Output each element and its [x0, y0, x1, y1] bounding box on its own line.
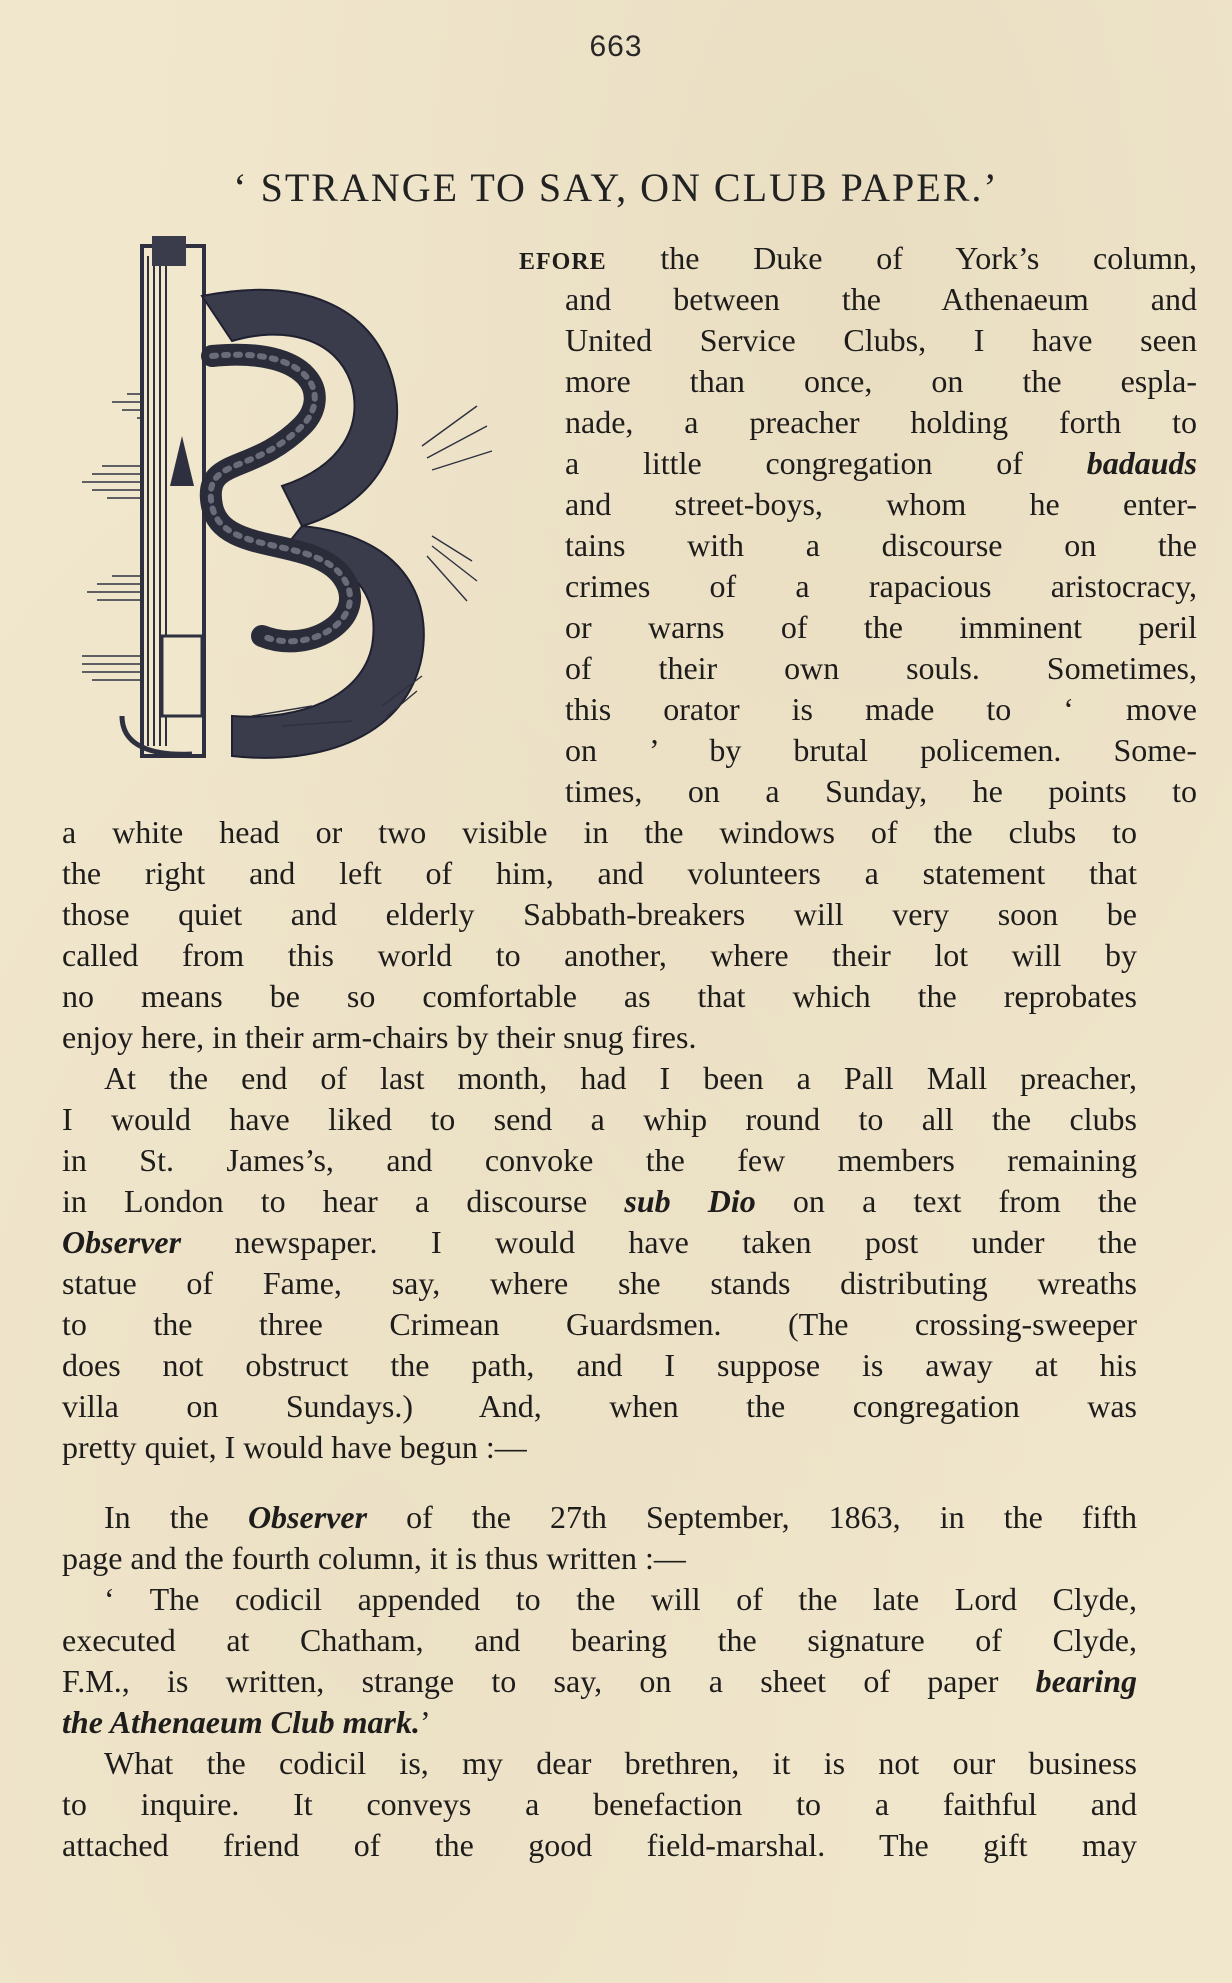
text-line [62, 1661, 1137, 1702]
text-line [62, 1702, 1137, 1743]
text-line: pretty quiet, I would have begun :— [62, 1429, 527, 1465]
text-line: nade, a preacher holding forth to [565, 404, 1197, 440]
text-line: What the codicil is, my dear brethren, it is not our business [104, 1745, 1137, 1781]
italic-text: badauds [1086, 445, 1197, 481]
italic-text: bearing [1035, 1663, 1137, 1699]
text-line [62, 1222, 1137, 1263]
text-line: on ’ by brutal policemen. Some- [565, 732, 1197, 768]
text-line: I would have liked to send a whip round to all the clubs [62, 1101, 1137, 1137]
text-line: no means be so comfortable as that which the reprobates [62, 978, 1137, 1014]
text-span: F.M., is written, strange to say, on a sheet of paper [62, 1663, 1036, 1699]
text-span: a little congregation of [565, 445, 1087, 481]
text-line: United Service Clubs, I have seen [565, 322, 1197, 358]
text-span: the Duke of York’s column, [606, 240, 1197, 276]
text-span: in London to hear a discourse [62, 1183, 625, 1219]
text-line: enjoy here, in their arm-chairs by their snug fires. [62, 1019, 697, 1055]
text-line: in St. James’s, and convoke the few members remaining [62, 1142, 1137, 1178]
text-line: executed at Chatham, and bearing the signature of Clyde, [62, 1622, 1137, 1658]
text-line: more than once, on the espla- [565, 363, 1197, 399]
text-line: of their own souls. Sometimes, [565, 650, 1197, 686]
text-line: or warns of the imminent peril [565, 609, 1197, 645]
text-line: to inquire. It conveys a benefaction to a faithful and [62, 1786, 1137, 1822]
italic-text: the Athenaeum Club mark. [62, 1704, 420, 1740]
text-line: this orator is made to ‘ move [565, 691, 1197, 727]
page-number: 663 [589, 30, 643, 63]
text-line: statue of Fame, say, where she stands distributing wreaths [62, 1265, 1137, 1301]
text-span: of the 27th September, 1863, in the fifth [367, 1499, 1138, 1535]
chapter-title: ‘ STRANGE TO SAY, ON CLUB PAPER.’ [233, 165, 999, 210]
text-line [62, 1497, 1137, 1538]
italic-text: Observer [247, 1499, 368, 1535]
text-line: attached friend of the good field-marshal. The gift may [62, 1827, 1137, 1863]
text-span: In the [104, 1499, 248, 1535]
text-line: does not obstruct the path, and I suppose is away at his [62, 1347, 1137, 1383]
text-line: At the end of last month, had I been a Pall Mall preacher, [104, 1060, 1137, 1096]
text-line: times, on a Sunday, he points to [565, 773, 1197, 809]
text-line: tains with a discourse on the [565, 527, 1197, 563]
text-line: and street-boys, whom he enter- [565, 486, 1197, 522]
text-line: villa on Sundays.) And, when the congregation was [62, 1388, 1137, 1424]
italic-text: Observer [62, 1224, 182, 1260]
small-caps-opening: EFORE [519, 249, 607, 275]
italic-text: sub Dio [624, 1183, 756, 1219]
text-line [62, 1181, 1137, 1222]
text-line: crimes of a rapacious aristocracy, [565, 568, 1197, 604]
text-span: newspaper. I would have taken post under the [181, 1224, 1137, 1260]
text-line: those quiet and elderly Sabbath-breakers will very soon be [62, 896, 1137, 932]
text-line: to the three Crimean Guardsmen. (The crossing-sweeper [62, 1306, 1137, 1342]
text-line: the right and left of him, and volunteers a statement that [62, 855, 1137, 891]
text-line: a white head or two visible in the windows of the clubs to [62, 814, 1137, 850]
text-span: on a text from the [755, 1183, 1138, 1219]
text-line: page and the fourth column, it is thus written :— [62, 1540, 686, 1576]
text-line: and between the Athenaeum and [565, 281, 1197, 317]
ornamental-serpent-initial-icon [82, 236, 502, 776]
text-line [519, 238, 1197, 279]
text-line: called from this world to another, where their lot will by [62, 937, 1137, 973]
text-span: ’ [420, 1704, 431, 1740]
text-line [565, 443, 1197, 484]
text-line: ‘ The codicil appended to the will of the late Lord Clyde, [104, 1581, 1137, 1617]
